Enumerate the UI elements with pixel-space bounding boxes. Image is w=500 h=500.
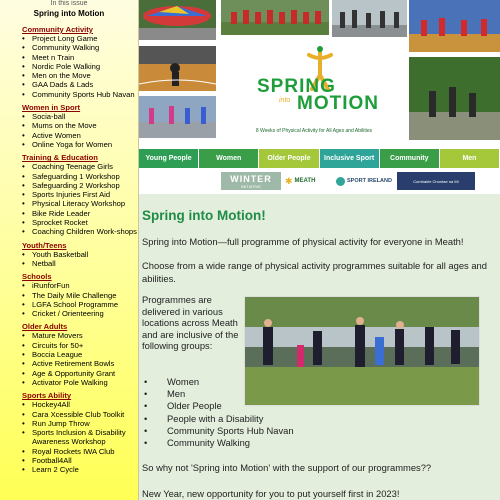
sidebar-item[interactable]: • Active Women (22, 131, 138, 140)
sidebar-section-heading[interactable]: Training & Education (22, 153, 98, 163)
sidebar-item[interactable]: • Men on the Move (22, 71, 138, 80)
main-panel (139, 0, 500, 500)
sidebar-item[interactable]: • Community Walking (22, 43, 138, 52)
sidebar-section-heading[interactable]: Sports Ability (22, 391, 72, 401)
meath-logo: ✱ MEATH (285, 175, 316, 186)
meath-council-logo: Comhairle Chontae na Mí (397, 172, 475, 190)
sidebar-item[interactable]: • iRunforFun (22, 281, 138, 290)
sidebar-section (22, 322, 138, 387)
sidebar (0, 0, 139, 500)
sidebar-item[interactable]: • GAA Dads & Lads (22, 80, 138, 89)
choice-paragraph: Choose from a wide range of physical activity programmes suitable for all ages and abilities. (142, 260, 487, 284)
sidebar-section-heading[interactable]: Community Activity (22, 25, 94, 34)
category-nav (139, 149, 500, 168)
sidebar-item[interactable]: • Royal Rockets IWA Club (22, 447, 138, 456)
sport-ireland-icon (336, 177, 345, 186)
photo-basketball (139, 46, 216, 91)
sidebar-item[interactable]: • The Daily Mile Challenge (22, 291, 138, 300)
nav-tab-inclusive-sport[interactable]: Inclusive Sport (320, 149, 380, 168)
sidebar-item[interactable]: • Project Long Game (22, 34, 138, 43)
nav-tab-women[interactable]: Women (199, 149, 259, 168)
sidebar-item[interactable]: • LGFA School Programme (22, 300, 138, 309)
sidebar-item[interactable]: • Cricket / Orienteering (22, 309, 138, 318)
question-paragraph: So why not 'Spring into Motion' with the support of our programmes?? (142, 462, 432, 473)
nav-tab-young-people[interactable]: Young People (139, 149, 199, 168)
photo-sports-hall (409, 0, 500, 52)
new-year-paragraph: New Year, new opportunity for you to put yourself first in 2023! (142, 488, 400, 499)
sidebar-section (22, 391, 138, 474)
nav-tab-men[interactable]: Men (440, 149, 500, 168)
sidebar-section-heading[interactable]: Women in Sport (22, 103, 81, 113)
sidebar-section-heading[interactable]: Older Adults (22, 322, 68, 332)
nav-tab-older-people[interactable]: Older People (259, 149, 319, 168)
sidebar-item[interactable]: • Hockey4All (22, 400, 138, 409)
sidebar-item[interactable]: • Online Yoga for Women (22, 140, 138, 149)
sidebar-item[interactable]: • Football4All (22, 456, 138, 465)
photo-parachute-game (139, 0, 216, 40)
sidebar-item[interactable]: • Socia-ball (22, 112, 138, 121)
sidebar-section-heading[interactable]: Youth/Teens (22, 240, 67, 250)
photo-walking-group (332, 0, 407, 37)
sidebar-item[interactable]: • Cara Xcessible Club Toolkit (22, 410, 138, 419)
group-item: • Community Walking (142, 437, 442, 449)
sidebar-item[interactable]: • Circuits for 50+ (22, 341, 138, 350)
photo-kids-activity (139, 96, 216, 138)
sidebar-item[interactable]: • Learn 2 Cycle (22, 465, 138, 474)
group-item: • People with a Disability (142, 413, 442, 425)
sidebar-item[interactable]: • Physical Literacy Workshop (22, 199, 138, 208)
sidebar-item[interactable]: • Bike Ride Leader (22, 209, 138, 218)
sidebar-item[interactable]: • Netball (22, 259, 138, 268)
sidebar-item[interactable]: • Active Retirement Bowls (22, 359, 138, 368)
sidebar-item[interactable]: • Age & Opportunity Grant (22, 369, 138, 378)
sidebar-item[interactable]: • Coaching Children Work-shops (22, 227, 138, 236)
meath-figure-icon: ✱ (285, 175, 293, 186)
logo-spring-text: SPRING (257, 76, 336, 97)
sidebar-item[interactable]: • Youth Basketball (22, 250, 138, 259)
sidebar-item[interactable]: • Mature Movers (22, 331, 138, 340)
sidebar-item[interactable]: • Sprocket Rocket (22, 218, 138, 227)
sidebar-item[interactable]: • Run Jump Throw (22, 419, 138, 428)
sidebar-section (22, 25, 138, 99)
sidebar-item[interactable]: • Community Sports Hub Navan (22, 90, 138, 99)
sidebar-title: Spring into Motion (33, 9, 105, 18)
group-item: • Older People (142, 400, 442, 412)
article-heading: Spring into Motion! (142, 208, 266, 223)
sidebar-item[interactable]: • Boccia League (22, 350, 138, 359)
photo-team-group (221, 0, 329, 35)
sidebar-item[interactable]: • Mums on the Move (22, 121, 138, 130)
sidebar-section-heading[interactable]: Schools (22, 272, 52, 282)
group-item: • Community Sports Hub Navan (142, 425, 442, 437)
sport-ireland-logo: SPORT IRELAND (336, 172, 392, 190)
sidebar-section (22, 103, 138, 149)
sidebar-section (22, 272, 138, 318)
photo-community-walk (244, 296, 480, 406)
logo-motion-text: MOTION (297, 93, 379, 114)
sidebar-item[interactable]: • Coaching Teenage Girls (22, 162, 138, 171)
sidebar-section (22, 153, 138, 236)
spring-into-motion-logo (221, 40, 407, 140)
sidebar-item[interactable]: • Safeguarding 1 Workshop (22, 172, 138, 181)
logo-tagline: 8 Weeks of Physical Activity for All Ages and Abilities (255, 128, 373, 134)
sidebar-section (22, 241, 138, 269)
issue-label: In this issue (50, 0, 88, 7)
sidebar-item[interactable]: • Sports Injuries First Aid (22, 190, 138, 199)
winter-initiative-logo: WINTER INITIATIVE (221, 172, 281, 190)
sidebar-item[interactable]: • Safeguarding 2 Workshop (22, 181, 138, 190)
sidebar-item[interactable]: • Sports Inclusion & Disability Awareness Workshop (22, 428, 138, 447)
group-item: • Men (142, 388, 442, 400)
locations-paragraph: Programmes are delivered in various locations across Meath and are inclusive of the following groups: (142, 294, 239, 351)
partner-logos (139, 168, 500, 194)
sidebar-item[interactable]: • Nordic Pole Walking (22, 62, 138, 71)
nav-tab-community[interactable]: Community (380, 149, 440, 168)
logo-into-text: into (279, 97, 291, 104)
photo-walkers-park (409, 57, 500, 140)
intro-paragraph: Spring into Motion—full programme of physical activity for everyone in Meath! (142, 236, 464, 247)
group-item: • Women (142, 376, 442, 388)
sidebar-item[interactable]: • Meet n Train (22, 53, 138, 62)
sidebar-item[interactable]: • Activator Pole Walking (22, 378, 138, 387)
